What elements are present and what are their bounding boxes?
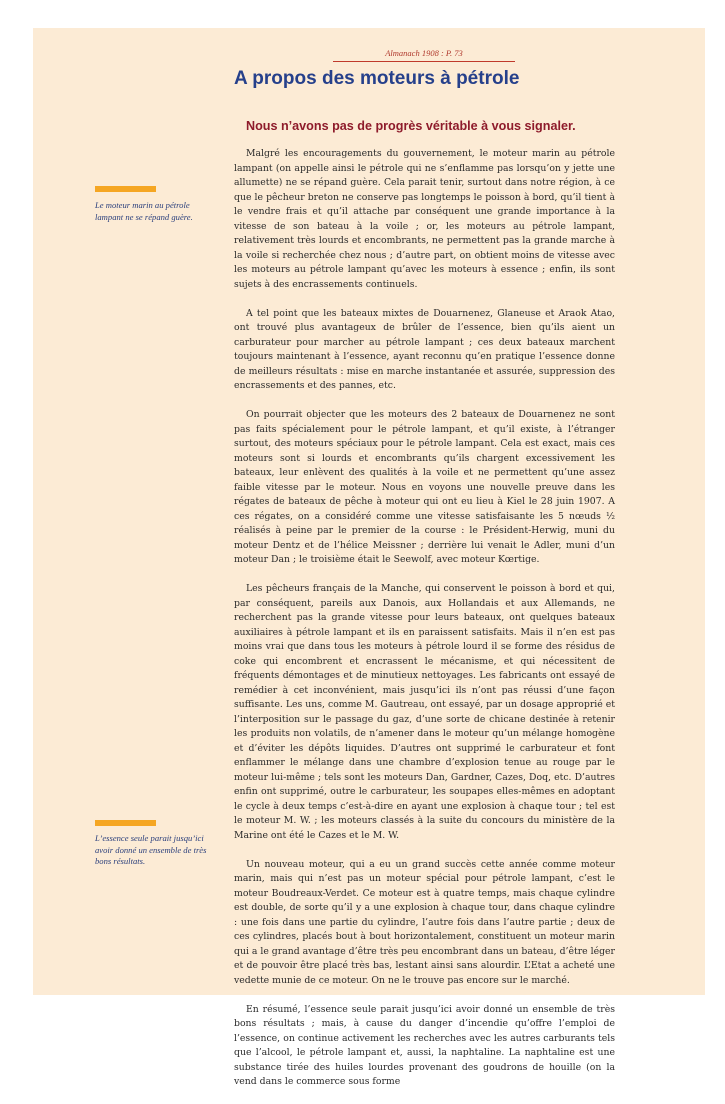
- running-head: Almanach 1908 : P. 73: [385, 48, 463, 58]
- article-subtitle: Nous n’avons pas de progrès véritable à vous signaler.: [246, 119, 576, 133]
- paragraph: En résumé, l’essence seule parait jusqu’ici avoir donné un ensemble de très bons résultats ; mais, à cause du danger d’incendie qu’offre l’emploi de l’essence, on continue activement les recherches avec les autres carburants tels que l’alcool, le pétrole lampant et, aussi, la naphtaline. La naphtaline est une substance tirée des huiles lourdes provenant des goudrons de houille (on la vend dans le commerce sous forme: [234, 1003, 615, 1087]
- header-rule: [333, 61, 515, 62]
- paragraph: Les pêcheurs français de la Manche, qui conservent le poisson à bord et qui, par conséquent, pareils aux Danois, aux Hollandais et aux Allemands, ne recherchent pas la grande vitesse pour leurs bateaux, ont quelques bateaux auxiliaires à pétrole lampant et ils en paraissent satisfaits. Mais il n’en est pas moins vrai que dans tous les moteurs à pétrole lourd il se forme des résidus de coke qui encombrent et encrassent le mécanisme, et qui nécessitent de fréquents démontages et de minutieux nettoyages. Les fabricants ont essayé de remédier à cet inconvénient, mais jusqu’ici ils n’ont pas réussi d’une façon suffisante. Les uns, comme M. Gautreau, ont essayé, par un dosage approprié et l’interposition sur le passage du gaz, d’une sorte de chicane destinée à retenir les produits non volatils, de n’amener dans le moteur qu’un mélange homogène et d’éviter les dépôts liquides. D’autres ont supprimé le carburateur et font enflammer le mélange dans une chambre d’explosion tenue au rouge par le moteur lui-même ; tels sont les moteurs Dan, Gardner, Cazes, Doq, etc. D’autres enfin ont supprimé, outre le carburateur, les soupapes elles-mêmes en adoptant le cycle à deux temps c’est-à-dire en ayant une explosion à chaque tour ; tel est le moteur M. W. ; les moteurs classés à la suite du concours du ministère de la Marine ont été le Cazes et le M. W.: [234, 583, 615, 841]
- article-body: [234, 147, 615, 1104]
- paragraph: Un nouveau moteur, qui a eu un grand succès cette année comme moteur marin, mais qui n’est pas un moteur spécial pour pétrole lampant, c’est le moteur Boudreaux-Verdet. Ce moteur est à quatre temps, mais chaque cylindre est double, de sorte qu’il y a une explosion à chaque tour, dans chaque cylindre : une fois dans une partie du cylindre, l’autre fois dans l’autre partie ; deux de ces cylindres, placés bout à bout horizontalement, constituent un moteur marin qui a le grand avantage d’être très peu encombrant dans un bateau, d’être léger et de pouvoir être placé très bas, lestant ainsi sans alourdir. L’Etat a acheté une vedette munie de ce moteur. On ne le trouve pas encore sur le marché.: [234, 858, 615, 986]
- paragraph: On pourrait objecter que les moteurs des 2 bateaux de Douarnenez ne sont pas faits spécialement pour le pétrole lampant, et qu’il existe, à l’étranger surtout, des moteurs spéciaux pour le pétrole lampant. Cela est exact, mais ces moteurs sont si lourds et encombrants qu’ils chargent excessivement les bateaux, leur enlèvent des qualités à la voile et ne permettent qu’une assez faible vitesse par le moteur. Nous en voyons une nouvelle preuve dans les régates de bateaux de pêche à moteur qui ont eu lieu à Kiel le 28 juin 1907. A ces régates, on a considéré comme une vitesse satisfaisante les 5 nœuds ½ réalisés à peine par le premier de la course : le Président-Herwig, muni du moteur Dentz et de l’hélice Meissner ; derrière lui venait le Adler, muni d’un moteur Dan ; le troisième était le Seewolf, avec moteur Kœrtige.: [234, 409, 615, 565]
- side-note-accent-bar: [95, 820, 156, 826]
- side-note: Le moteur marin au pétrole lampant ne se répand guère.: [95, 200, 193, 222]
- side-note: L’essence seule parait jusqu’ici avoir donné un ensemble de très bons résultats.: [95, 833, 207, 866]
- side-note-accent-bar: [95, 186, 156, 192]
- page: [33, 28, 705, 1087]
- paragraph: A tel point que les bateaux mixtes de Douarnenez, Glaneuse et Araok Atao, ont trouvé plus avantageux de brûler de l’essence, bien qu’ils aient un carburateur pour marcher au pétrole lampant ; ces deux bateaux marchent toujours maintenant à l’essence, ayant reconnu qu’en pratique l’essence donne de meilleurs résultats : mise en marche instantanée et assurée, suppression des encrassements et des pannes, etc.: [234, 307, 615, 391]
- article-title: A propos des moteurs à pétrole: [234, 68, 520, 89]
- paragraph: Malgré les encouragements du gouvernement, le moteur marin au pétrole lampant (on appelle ainsi le pétrole qui ne s’enflamme pas lorsqu’on y jette une allumette) ne se répand guère. Cela parait tenir, surtout dans notre région, à ce que le pêcheur breton ne conserve pas longtemps le poisson à bord, qu’il tient à le vendre frais et qu’il attache par conséquent une grande importance à la vitesse de son bateau à la voile ; or, les moteurs au pétrole lampant, relativement très lourds et encombrants, ne permettent pas la grande marche à la voile si recherchée chez nous ; d’autre part, on obtient moins de vitesse avec les moteurs au pétrole lampant qu’avec les moteurs à essence ; enfin, ils sont sujets à des encrassements continuels.: [234, 148, 615, 290]
